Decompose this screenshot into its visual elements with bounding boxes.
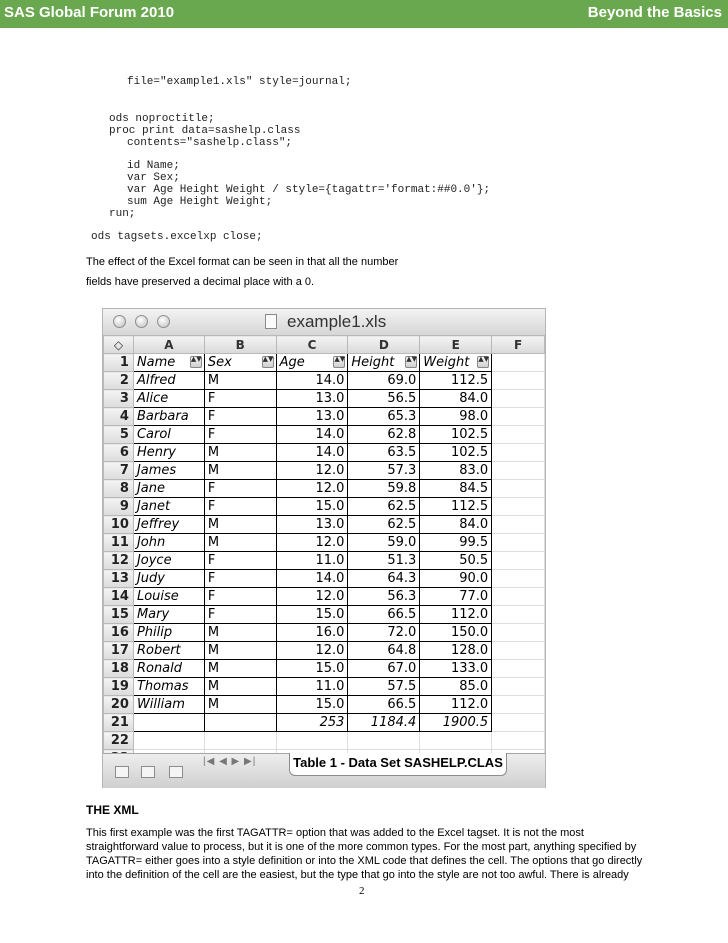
empty-cell[interactable] xyxy=(492,660,545,678)
page-break-view-icon[interactable] xyxy=(169,766,183,778)
empty-cell[interactable] xyxy=(492,444,545,462)
row-header[interactable]: 17 xyxy=(104,642,134,660)
data-cell[interactable]: 102.5 xyxy=(420,426,492,444)
data-cell[interactable]: 128.0 xyxy=(420,642,492,660)
row-header[interactable]: 11 xyxy=(104,534,134,552)
data-cell[interactable]: 62.5 xyxy=(348,498,420,516)
normal-view-icon[interactable] xyxy=(115,766,129,778)
row-header[interactable]: 1 xyxy=(104,354,134,372)
header-label: Height xyxy=(351,355,395,370)
filter-arrow-icon[interactable]: ▲▼ xyxy=(405,356,417,368)
page-number: 2 xyxy=(359,885,365,897)
window-titlebar xyxy=(103,309,545,336)
section-label: Beyond the Basics xyxy=(587,4,722,21)
data-cell[interactable]: 11.0 xyxy=(276,552,348,570)
empty-cell[interactable] xyxy=(492,408,545,426)
data-cell[interactable]: 15.0 xyxy=(276,660,348,678)
column-header[interactable]: E xyxy=(420,336,492,354)
row-header[interactable]: 6 xyxy=(104,444,134,462)
table-row xyxy=(104,516,545,534)
spreadsheet-grid[interactable] xyxy=(103,335,545,768)
empty-cell[interactable] xyxy=(492,678,545,696)
data-cell[interactable]: Barbara xyxy=(133,408,204,426)
data-cell[interactable]: 112.0 xyxy=(420,696,492,714)
row-header[interactable]: 20 xyxy=(104,696,134,714)
data-cell[interactable]: F xyxy=(204,570,276,588)
excel-screenshot xyxy=(102,308,546,788)
code-line: var Age Height Weight / style={tagattr='format:##0.0'}; xyxy=(127,184,491,196)
data-cell[interactable]: 57.5 xyxy=(348,678,420,696)
data-cell[interactable]: Alfred xyxy=(133,372,204,390)
window-title: example1.xls xyxy=(287,312,387,331)
header-label: Sex xyxy=(207,355,232,370)
data-cell[interactable]: 64.3 xyxy=(348,570,420,588)
data-cell[interactable]: 59.0 xyxy=(348,534,420,552)
data-cell[interactable]: F xyxy=(204,552,276,570)
data-cell[interactable]: Louise xyxy=(133,588,204,606)
code-line: sum Age Height Weight; xyxy=(127,196,273,208)
data-cell[interactable]: 59.8 xyxy=(348,480,420,498)
empty-cell[interactable] xyxy=(492,732,545,750)
data-cell[interactable]: F xyxy=(204,408,276,426)
data-cell[interactable]: 15.0 xyxy=(276,498,348,516)
data-cell[interactable]: 72.0 xyxy=(348,624,420,642)
header-cell[interactable] xyxy=(348,354,420,372)
filter-arrow-icon[interactable]: ▲▼ xyxy=(333,356,345,368)
paragraph-line: fields have preserved a decimal place with a 0. xyxy=(86,276,315,288)
data-cell[interactable]: 112.0 xyxy=(420,606,492,624)
data-cell[interactable]: Judy xyxy=(133,570,204,588)
empty-cell[interactable] xyxy=(492,606,545,624)
sheet-nav-arrows-icon[interactable]: |◀ ◀ ▶ ▶| xyxy=(203,756,257,767)
data-cell[interactable]: 62.8 xyxy=(348,426,420,444)
data-cell[interactable]: 12.0 xyxy=(276,480,348,498)
table-row xyxy=(104,606,545,624)
code-line: var Sex; xyxy=(127,172,180,184)
header-label: Age xyxy=(279,355,305,370)
sheet-bar xyxy=(103,753,545,788)
data-cell[interactable]: F xyxy=(204,480,276,498)
page-layout-view-icon[interactable] xyxy=(141,766,155,778)
data-cell[interactable]: 14.0 xyxy=(276,426,348,444)
sheet-tab[interactable]: Table 1 - Data Set SASHELP.CLAS xyxy=(289,753,507,776)
data-cell[interactable]: Robert xyxy=(133,642,204,660)
data-cell[interactable]: 12.0 xyxy=(276,588,348,606)
empty-cell[interactable] xyxy=(492,534,545,552)
header-cell[interactable] xyxy=(276,354,348,372)
code-line: proc print data=sashelp.class xyxy=(109,125,301,137)
row-header[interactable]: 2 xyxy=(104,372,134,390)
page-header xyxy=(0,0,728,28)
data-cell[interactable]: 15.0 xyxy=(276,696,348,714)
table-row xyxy=(104,444,545,462)
data-cell[interactable]: 66.5 xyxy=(348,696,420,714)
empty-cell[interactable] xyxy=(492,480,545,498)
empty-cell[interactable] xyxy=(276,732,348,750)
column-header[interactable]: C xyxy=(276,336,348,354)
header-label: Weight xyxy=(423,355,470,370)
table-row xyxy=(104,372,545,390)
data-cell[interactable]: 66.5 xyxy=(348,606,420,624)
data-cell[interactable]: M xyxy=(204,696,276,714)
code-line: ods noproctitle; xyxy=(109,113,215,125)
body-line: This first example was the first TAGATTR= option that was added to the Excel tagset. It is not the most xyxy=(86,827,584,839)
column-header[interactable]: B xyxy=(204,336,276,354)
data-cell[interactable]: 84.5 xyxy=(420,480,492,498)
row-header[interactable]: 16 xyxy=(104,624,134,642)
row-header[interactable]: 12 xyxy=(104,552,134,570)
data-cell[interactable]: F xyxy=(204,498,276,516)
data-cell[interactable]: M xyxy=(204,372,276,390)
data-cell[interactable]: M xyxy=(204,444,276,462)
zoom-window-button[interactable] xyxy=(157,315,170,328)
data-cell[interactable]: Philip xyxy=(133,624,204,642)
data-cell[interactable]: 57.3 xyxy=(348,462,420,480)
row-header[interactable]: 8 xyxy=(104,480,134,498)
data-cell[interactable]: M xyxy=(204,516,276,534)
empty-cell[interactable] xyxy=(492,462,545,480)
data-cell[interactable]: 14.0 xyxy=(276,444,348,462)
empty-cell[interactable] xyxy=(348,732,420,750)
data-cell[interactable]: 99.5 xyxy=(420,534,492,552)
header-row xyxy=(104,354,545,372)
data-cell[interactable]: John xyxy=(133,534,204,552)
header-cell[interactable] xyxy=(133,354,204,372)
data-cell[interactable]: M xyxy=(204,462,276,480)
data-cell[interactable]: Mary xyxy=(133,606,204,624)
row-header[interactable]: 19 xyxy=(104,678,134,696)
row-header[interactable]: 7 xyxy=(104,462,134,480)
data-cell[interactable]: 133.0 xyxy=(420,660,492,678)
column-header[interactable]: F xyxy=(492,336,545,354)
data-cell[interactable]: 51.3 xyxy=(348,552,420,570)
total-cell[interactable]: 1184.4 xyxy=(348,714,420,732)
body-line: into the definition of the cell are the easiest, but the type that go into the style are not too awful. There is already xyxy=(86,869,629,881)
empty-cell[interactable] xyxy=(133,732,204,750)
empty-cell[interactable] xyxy=(492,426,545,444)
totals-row xyxy=(104,714,545,732)
data-cell[interactable]: Joyce xyxy=(133,552,204,570)
data-cell[interactable]: 63.5 xyxy=(348,444,420,462)
data-cell[interactable]: 102.5 xyxy=(420,444,492,462)
data-cell[interactable]: Alice xyxy=(133,390,204,408)
data-cell[interactable]: 67.0 xyxy=(348,660,420,678)
table-row xyxy=(104,624,545,642)
data-cell[interactable]: 14.0 xyxy=(276,372,348,390)
data-cell[interactable]: 90.0 xyxy=(420,570,492,588)
row-header[interactable]: 22 xyxy=(104,732,134,750)
header-label: Name xyxy=(136,355,176,370)
data-cell[interactable]: F xyxy=(204,588,276,606)
empty-cell[interactable] xyxy=(133,714,204,732)
row-header[interactable]: 9 xyxy=(104,498,134,516)
data-cell[interactable]: F xyxy=(204,606,276,624)
close-window-button[interactable] xyxy=(113,315,126,328)
row-header[interactable]: 3 xyxy=(104,390,134,408)
body-paragraph xyxy=(86,826,646,882)
data-cell[interactable]: Thomas xyxy=(133,678,204,696)
data-cell[interactable]: 112.5 xyxy=(420,372,492,390)
empty-cell[interactable] xyxy=(492,642,545,660)
data-cell[interactable]: 77.0 xyxy=(420,588,492,606)
table-row xyxy=(104,696,545,714)
select-all-corner[interactable]: ◇ xyxy=(104,336,134,354)
data-cell[interactable]: 12.0 xyxy=(276,642,348,660)
data-cell[interactable]: Jeffrey xyxy=(133,516,204,534)
data-cell[interactable]: 15.0 xyxy=(276,606,348,624)
total-cell[interactable]: 1900.5 xyxy=(420,714,492,732)
empty-cell[interactable] xyxy=(492,552,545,570)
table-row xyxy=(104,408,545,426)
empty-cell[interactable] xyxy=(492,570,545,588)
empty-cell[interactable] xyxy=(492,516,545,534)
data-cell[interactable]: 14.0 xyxy=(276,570,348,588)
empty-cell[interactable] xyxy=(492,588,545,606)
row-header[interactable]: 4 xyxy=(104,408,134,426)
filter-arrow-icon[interactable]: ▲▼ xyxy=(262,356,274,368)
data-cell[interactable]: M xyxy=(204,660,276,678)
table-row xyxy=(104,660,545,678)
code-line: ods tagsets.excelxp close; xyxy=(91,231,263,243)
data-cell[interactable]: 69.0 xyxy=(348,372,420,390)
document-icon xyxy=(265,314,277,329)
data-cell[interactable]: 50.5 xyxy=(420,552,492,570)
row-header[interactable]: 15 xyxy=(104,606,134,624)
data-cell[interactable]: James xyxy=(133,462,204,480)
table-row xyxy=(104,462,545,480)
data-cell[interactable]: 84.0 xyxy=(420,390,492,408)
empty-cell[interactable] xyxy=(204,732,276,750)
minimize-window-button[interactable] xyxy=(135,315,148,328)
table-row xyxy=(104,498,545,516)
data-cell[interactable]: 65.3 xyxy=(348,408,420,426)
data-cell[interactable]: 16.0 xyxy=(276,624,348,642)
body-line: straightforward value to process, but it is one of the more common types. For the most part, anything specified by xyxy=(86,841,637,853)
row-header[interactable]: 14 xyxy=(104,588,134,606)
empty-cell[interactable] xyxy=(492,624,545,642)
code-line: contents="sashelp.class"; xyxy=(127,137,293,149)
empty-cell[interactable] xyxy=(492,696,545,714)
row-header[interactable]: 5 xyxy=(104,426,134,444)
data-cell[interactable]: 13.0 xyxy=(276,390,348,408)
table-row xyxy=(104,570,545,588)
code-line: file="example1.xls" style=journal; xyxy=(127,76,352,88)
row-header[interactable]: 21 xyxy=(104,714,134,732)
empty-cell[interactable] xyxy=(492,372,545,390)
data-cell[interactable]: 12.0 xyxy=(276,534,348,552)
data-cell[interactable]: 98.0 xyxy=(420,408,492,426)
table-row xyxy=(104,678,545,696)
table-row xyxy=(104,480,545,498)
header-cell[interactable] xyxy=(204,354,276,372)
row-header[interactable]: 18 xyxy=(104,660,134,678)
data-cell[interactable]: Carol xyxy=(133,426,204,444)
data-cell[interactable]: 112.5 xyxy=(420,498,492,516)
table-row xyxy=(104,390,545,408)
body-line: TAGATTR= either goes into a style definition or into the XML code that defines the cell. The options that go directly xyxy=(86,855,643,867)
data-cell[interactable]: M xyxy=(204,678,276,696)
table-row xyxy=(104,642,545,660)
empty-cell[interactable] xyxy=(492,390,545,408)
table-row xyxy=(104,552,545,570)
row-header[interactable]: 13 xyxy=(104,570,134,588)
table-row xyxy=(104,588,545,606)
data-cell[interactable]: 12.0 xyxy=(276,462,348,480)
filter-arrow-icon[interactable]: ▲▼ xyxy=(477,356,489,368)
filter-arrow-icon[interactable]: ▲▼ xyxy=(190,356,202,368)
data-cell[interactable]: M xyxy=(204,534,276,552)
data-cell[interactable]: 56.3 xyxy=(348,588,420,606)
conference-title: SAS Global Forum 2010 xyxy=(4,4,175,21)
data-cell[interactable]: 84.0 xyxy=(420,516,492,534)
data-cell[interactable]: 13.0 xyxy=(276,408,348,426)
empty-cell[interactable] xyxy=(492,354,545,372)
empty-cell[interactable] xyxy=(492,498,545,516)
header-cell[interactable] xyxy=(420,354,492,372)
data-cell[interactable]: F xyxy=(204,390,276,408)
table-row xyxy=(104,732,545,750)
column-header[interactable]: D xyxy=(348,336,420,354)
data-cell[interactable]: F xyxy=(204,426,276,444)
data-cell[interactable]: M xyxy=(204,642,276,660)
table-row xyxy=(104,534,545,552)
data-cell[interactable]: Janet xyxy=(133,498,204,516)
data-cell[interactable]: 56.5 xyxy=(348,390,420,408)
data-cell[interactable]: Ronald xyxy=(133,660,204,678)
data-cell[interactable]: 13.0 xyxy=(276,516,348,534)
data-cell[interactable]: 62.5 xyxy=(348,516,420,534)
data-cell[interactable]: 64.8 xyxy=(348,642,420,660)
section-title: THE XML xyxy=(86,803,139,817)
data-cell[interactable]: 83.0 xyxy=(420,462,492,480)
data-cell[interactable]: Jane xyxy=(133,480,204,498)
data-cell[interactable]: 150.0 xyxy=(420,624,492,642)
data-cell[interactable]: 11.0 xyxy=(276,678,348,696)
row-header[interactable]: 10 xyxy=(104,516,134,534)
data-cell[interactable]: William xyxy=(133,696,204,714)
data-cell[interactable]: Henry xyxy=(133,444,204,462)
table-row xyxy=(104,426,545,444)
data-cell[interactable]: M xyxy=(204,624,276,642)
paragraph-line: The effect of the Excel format can be seen in that all the number xyxy=(86,256,399,268)
data-cell[interactable]: 85.0 xyxy=(420,678,492,696)
column-header[interactable]: A xyxy=(133,336,204,354)
empty-cell[interactable] xyxy=(492,714,545,732)
empty-cell[interactable] xyxy=(204,714,276,732)
code-line: run; xyxy=(109,208,136,220)
total-cell[interactable]: 253 xyxy=(276,714,348,732)
empty-cell[interactable] xyxy=(420,732,492,750)
code-line: id Name; xyxy=(127,160,180,172)
